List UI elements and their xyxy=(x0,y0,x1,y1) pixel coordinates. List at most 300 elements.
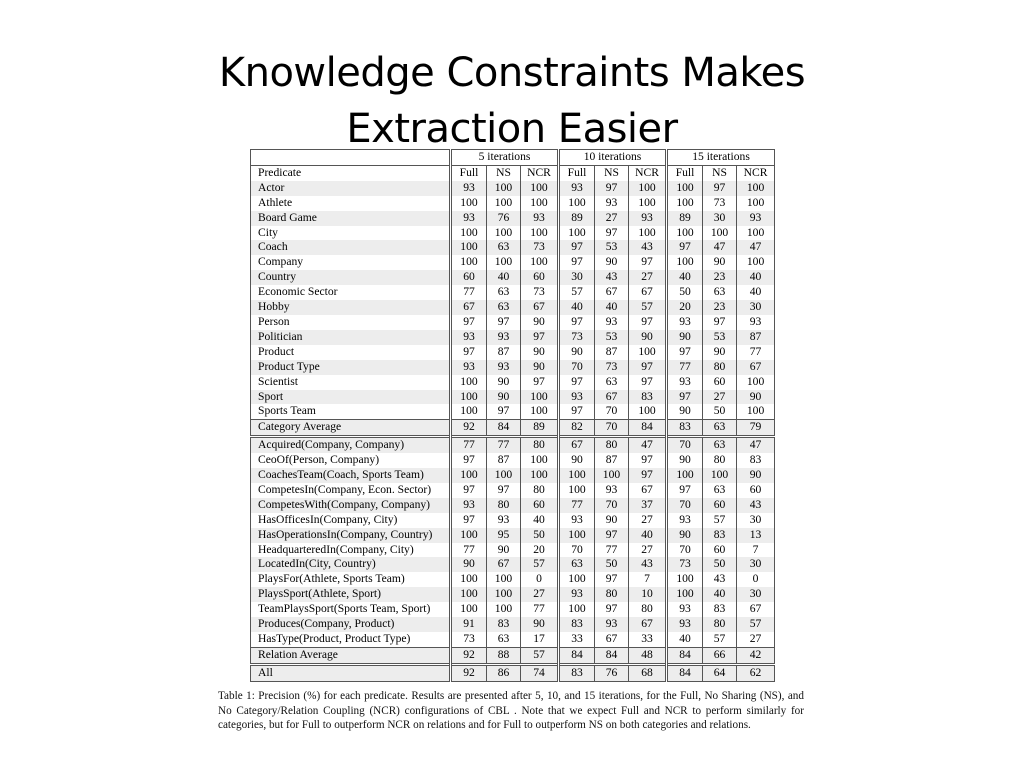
predicate-cell: HasOfficesIn(Company, City) xyxy=(258,512,398,526)
value-cell: 93 xyxy=(451,498,487,513)
predicate-cell: Category Average xyxy=(251,420,451,437)
value-cell: 68 xyxy=(629,664,667,681)
predicate-cell: CoachesTeam(Coach, Sports Team) xyxy=(251,468,451,483)
value-cell: 40 xyxy=(521,513,559,528)
table-caption: Table 1: Precision (%) for each predicate. Results are presented after 5, 10, and 15 iterations, for the Full, No Sharing (NS), and No Category/Relation Coupling (NCR) configurations of CBL . Note that we expect Full and NCR to perform similarly for categories, but for Full to outperform NCR on relations and for Full to outperform NS on both categories and relations. xyxy=(218,690,804,731)
value-cell: 93 xyxy=(595,315,629,330)
value-cell: 100 xyxy=(451,375,487,390)
value-cell: 60 xyxy=(703,543,737,558)
value-cell: 90 xyxy=(487,375,521,390)
value-cell: 86 xyxy=(487,664,521,681)
group-header-15: 15 iterations xyxy=(667,150,775,166)
value-cell: 100 xyxy=(521,468,559,483)
value-cell: 87 xyxy=(595,453,629,468)
predicate-cell: Coach xyxy=(251,240,451,255)
value-cell: 83 xyxy=(737,453,775,468)
column-header-ncr: NCR xyxy=(521,165,559,180)
value-cell: 100 xyxy=(667,255,703,270)
value-cell: 97 xyxy=(595,226,629,241)
value-cell: 73 xyxy=(451,632,487,647)
table-row xyxy=(251,572,775,587)
value-cell: 97 xyxy=(559,375,595,390)
value-cell: 97 xyxy=(595,181,629,196)
value-cell: 67 xyxy=(737,602,775,617)
value-cell: 92 xyxy=(451,420,487,437)
value-cell: 57 xyxy=(703,513,737,528)
value-cell: 90 xyxy=(521,315,559,330)
all-section xyxy=(251,664,775,681)
value-cell: 30 xyxy=(737,513,775,528)
value-cell: 95 xyxy=(487,528,521,543)
value-cell: 93 xyxy=(521,211,559,226)
value-cell: 100 xyxy=(487,468,521,483)
value-cell: 100 xyxy=(451,404,487,419)
value-cell: 100 xyxy=(521,390,559,405)
value-cell: 100 xyxy=(629,181,667,196)
value-cell: 43 xyxy=(737,498,775,513)
value-cell: 100 xyxy=(559,196,595,211)
value-cell: 100 xyxy=(487,572,521,587)
value-cell: 64 xyxy=(703,664,737,681)
value-cell: 47 xyxy=(703,240,737,255)
value-cell: 100 xyxy=(595,468,629,483)
group-header-5: 5 iterations xyxy=(451,150,559,166)
value-cell: 92 xyxy=(451,664,487,681)
value-cell: 76 xyxy=(487,211,521,226)
value-cell: 17 xyxy=(521,632,559,647)
value-cell: 90 xyxy=(521,360,559,375)
value-cell: 13 xyxy=(737,528,775,543)
value-cell: 10 xyxy=(629,587,667,602)
value-cell: 90 xyxy=(667,330,703,345)
value-cell: 100 xyxy=(521,196,559,211)
value-cell: 100 xyxy=(451,390,487,405)
table-row xyxy=(251,240,775,255)
table-row xyxy=(251,602,775,617)
value-cell: 100 xyxy=(703,468,737,483)
value-cell: 100 xyxy=(559,528,595,543)
value-cell: 47 xyxy=(737,437,775,453)
value-cell: 97 xyxy=(667,345,703,360)
predicate-cell: PlaysFor(Athlete, Sports Team) xyxy=(258,572,405,586)
value-cell: 67 xyxy=(595,390,629,405)
table-row xyxy=(251,285,775,300)
table-row xyxy=(251,375,775,390)
value-cell: 90 xyxy=(737,390,775,405)
value-cell: 40 xyxy=(487,270,521,285)
value-cell: 100 xyxy=(451,468,487,483)
category-average-section xyxy=(251,420,775,437)
table-row xyxy=(251,255,775,270)
value-cell: 93 xyxy=(451,330,487,345)
value-cell: 90 xyxy=(667,404,703,419)
value-cell: 97 xyxy=(487,315,521,330)
value-cell: 90 xyxy=(667,528,703,543)
value-cell: 90 xyxy=(559,345,595,360)
value-cell: 80 xyxy=(521,437,559,453)
value-cell: 100 xyxy=(451,240,487,255)
value-cell: 93 xyxy=(667,617,703,632)
predicate-cell: HasOperationsIn(Company, Country) xyxy=(251,528,451,543)
value-cell: 60 xyxy=(703,498,737,513)
value-cell: 100 xyxy=(451,572,487,587)
value-cell: 93 xyxy=(451,181,487,196)
value-cell: 27 xyxy=(629,543,667,558)
predicate-cell: HasType(Product, Product Type) xyxy=(258,632,411,645)
value-cell: 27 xyxy=(737,632,775,647)
value-cell: 100 xyxy=(667,572,703,587)
value-cell: 100 xyxy=(487,255,521,270)
value-cell: 67 xyxy=(629,617,667,632)
value-cell: 62 xyxy=(737,664,775,681)
value-cell: 100 xyxy=(737,255,775,270)
value-cell: 100 xyxy=(521,404,559,419)
value-cell: 89 xyxy=(559,211,595,226)
predicate-cell: PlaysSport(Athlete, Sport) xyxy=(251,587,451,602)
value-cell: 30 xyxy=(559,270,595,285)
value-cell: 33 xyxy=(559,632,595,647)
value-cell: 50 xyxy=(521,528,559,543)
table-row xyxy=(251,647,775,664)
table-row xyxy=(251,270,775,285)
value-cell: 57 xyxy=(521,557,559,572)
value-cell: 70 xyxy=(595,420,629,437)
value-cell: 33 xyxy=(629,632,667,647)
value-cell: 67 xyxy=(521,300,559,315)
value-cell: 100 xyxy=(667,587,703,602)
value-cell: 100 xyxy=(737,375,775,390)
value-cell: 97 xyxy=(451,315,487,330)
relation-average-section xyxy=(251,647,775,664)
value-cell: 63 xyxy=(703,285,737,300)
value-cell: 84 xyxy=(487,420,521,437)
value-cell: 87 xyxy=(487,345,521,360)
value-cell: 60 xyxy=(703,375,737,390)
value-cell: 70 xyxy=(559,360,595,375)
value-cell: 66 xyxy=(703,647,737,664)
value-cell: 100 xyxy=(451,255,487,270)
value-cell: 90 xyxy=(487,390,521,405)
value-cell: 40 xyxy=(737,270,775,285)
value-cell: 100 xyxy=(703,226,737,241)
value-cell: 100 xyxy=(667,196,703,211)
table-row xyxy=(251,300,775,315)
value-cell: 63 xyxy=(703,483,737,498)
value-cell: 90 xyxy=(629,330,667,345)
predicate-cell: CeoOf(Person, Company) xyxy=(258,453,380,467)
value-cell: 70 xyxy=(595,498,629,513)
value-cell: 89 xyxy=(521,420,559,437)
column-header-ncr: NCR xyxy=(629,165,667,180)
value-cell: 57 xyxy=(559,285,595,300)
table-row xyxy=(251,498,775,513)
value-cell: 97 xyxy=(629,453,667,468)
value-cell: 91 xyxy=(451,617,487,632)
value-cell: 77 xyxy=(559,498,595,513)
value-cell: 100 xyxy=(451,602,487,617)
value-cell: 93 xyxy=(737,211,775,226)
value-cell: 93 xyxy=(451,211,487,226)
value-cell: 20 xyxy=(667,300,703,315)
value-cell: 93 xyxy=(629,211,667,226)
value-cell: 83 xyxy=(703,528,737,543)
table-row xyxy=(251,617,775,632)
value-cell: 100 xyxy=(487,587,521,602)
value-cell: 97 xyxy=(703,181,737,196)
value-cell: 63 xyxy=(487,632,521,647)
value-cell: 93 xyxy=(559,390,595,405)
value-cell: 80 xyxy=(703,360,737,375)
value-cell: 60 xyxy=(451,270,487,285)
predicate-cell: Produces(Company, Product) xyxy=(251,617,451,632)
value-cell: 100 xyxy=(559,483,595,498)
value-cell: 57 xyxy=(737,617,775,632)
value-cell: 60 xyxy=(521,498,559,513)
value-cell: 42 xyxy=(737,647,775,664)
value-cell: 84 xyxy=(559,647,595,664)
value-cell: 100 xyxy=(487,196,521,211)
value-cell: 0 xyxy=(737,572,775,587)
value-cell: 40 xyxy=(667,270,703,285)
value-cell: 43 xyxy=(595,270,629,285)
value-cell: 63 xyxy=(487,285,521,300)
predicate-cell: Politician xyxy=(251,330,451,345)
predicate-cell: TeamPlaysSport(Sports Team, Sport) xyxy=(258,602,431,616)
value-cell: 80 xyxy=(703,617,737,632)
value-cell: 67 xyxy=(629,285,667,300)
value-cell: 60 xyxy=(521,270,559,285)
value-cell: 73 xyxy=(595,360,629,375)
predicate-cell: Economic Sector xyxy=(258,285,338,299)
category-rows xyxy=(251,181,775,420)
value-cell: 100 xyxy=(737,404,775,419)
predicate-cell: LocatedIn(City, Country) xyxy=(251,557,451,572)
table-row xyxy=(251,196,775,211)
value-cell: 97 xyxy=(667,483,703,498)
column-header-full: Full xyxy=(451,165,487,180)
value-cell: 20 xyxy=(521,543,559,558)
value-cell: 97 xyxy=(521,375,559,390)
value-cell: 67 xyxy=(595,285,629,300)
precision-table xyxy=(250,149,775,682)
value-cell: 97 xyxy=(487,483,521,498)
value-cell: 100 xyxy=(737,196,775,211)
value-cell: 100 xyxy=(559,572,595,587)
value-cell: 100 xyxy=(737,181,775,196)
value-cell: 83 xyxy=(703,602,737,617)
value-cell: 63 xyxy=(559,557,595,572)
value-cell: 97 xyxy=(667,240,703,255)
predicate-cell: Product xyxy=(258,344,295,358)
value-cell: 93 xyxy=(559,513,595,528)
value-cell: 100 xyxy=(521,453,559,468)
table-row xyxy=(251,557,775,572)
value-cell: 84 xyxy=(667,664,703,681)
value-cell: 97 xyxy=(629,468,667,483)
value-cell: 90 xyxy=(521,345,559,360)
predicate-cell: Product Type xyxy=(251,360,451,375)
value-cell: 87 xyxy=(487,453,521,468)
column-header-full: Full xyxy=(559,165,595,180)
table-row xyxy=(251,390,775,405)
value-cell: 93 xyxy=(451,360,487,375)
slide-title-line-1: Knowledge Constraints Makes xyxy=(218,49,806,96)
predicate-cell: Relation Average xyxy=(251,647,451,664)
value-cell: 30 xyxy=(737,557,775,572)
value-cell: 93 xyxy=(667,513,703,528)
column-header-ns: NS xyxy=(487,165,521,180)
table-row xyxy=(251,543,775,558)
predicate-cell: Sport xyxy=(251,390,451,405)
value-cell: 93 xyxy=(667,375,703,390)
value-cell: 67 xyxy=(595,632,629,647)
value-cell: 97 xyxy=(451,513,487,528)
value-cell: 27 xyxy=(595,211,629,226)
value-cell: 74 xyxy=(521,664,559,681)
value-cell: 67 xyxy=(629,483,667,498)
value-cell: 77 xyxy=(667,360,703,375)
predicate-cell: Hobby xyxy=(251,300,451,315)
value-cell: 63 xyxy=(703,420,737,437)
predicate-cell: CompetesWith(Company, Company) xyxy=(251,498,451,513)
value-cell: 90 xyxy=(595,513,629,528)
table-row xyxy=(251,483,775,498)
value-cell: 23 xyxy=(703,270,737,285)
table-row xyxy=(251,468,775,483)
value-cell: 53 xyxy=(703,330,737,345)
value-cell: 100 xyxy=(521,226,559,241)
predicate-cell: Athlete xyxy=(258,195,293,209)
value-cell: 43 xyxy=(703,572,737,587)
value-cell: 70 xyxy=(595,404,629,419)
value-cell: 73 xyxy=(703,196,737,211)
value-cell: 100 xyxy=(737,226,775,241)
value-cell: 77 xyxy=(595,543,629,558)
value-cell: 80 xyxy=(629,602,667,617)
value-cell: 67 xyxy=(737,360,775,375)
table-row xyxy=(251,404,775,419)
value-cell: 30 xyxy=(737,587,775,602)
value-cell: 0 xyxy=(521,572,559,587)
value-cell: 97 xyxy=(559,255,595,270)
value-cell: 97 xyxy=(629,255,667,270)
value-cell: 97 xyxy=(629,360,667,375)
value-cell: 57 xyxy=(703,632,737,647)
value-cell: 67 xyxy=(487,557,521,572)
value-cell: 79 xyxy=(737,420,775,437)
value-cell: 100 xyxy=(521,181,559,196)
value-cell: 60 xyxy=(737,483,775,498)
table-row xyxy=(251,513,775,528)
value-cell: 43 xyxy=(629,240,667,255)
value-cell: 93 xyxy=(559,587,595,602)
value-cell: 27 xyxy=(703,390,737,405)
value-cell: 40 xyxy=(737,285,775,300)
value-cell: 100 xyxy=(521,255,559,270)
value-cell: 90 xyxy=(667,453,703,468)
value-cell: 77 xyxy=(451,285,487,300)
value-cell: 83 xyxy=(559,617,595,632)
predicate-cell: Actor xyxy=(251,181,451,196)
value-cell: 30 xyxy=(737,300,775,315)
table-row xyxy=(251,437,775,453)
table-row xyxy=(251,360,775,375)
predicate-cell: City xyxy=(258,225,278,239)
value-cell: 90 xyxy=(703,255,737,270)
value-cell: 100 xyxy=(559,226,595,241)
value-cell: 48 xyxy=(629,647,667,664)
value-cell: 73 xyxy=(521,240,559,255)
relation-rows xyxy=(251,437,775,648)
column-header-ns: NS xyxy=(703,165,737,180)
value-cell: 47 xyxy=(629,437,667,453)
value-cell: 100 xyxy=(667,226,703,241)
value-cell: 100 xyxy=(667,181,703,196)
value-cell: 83 xyxy=(629,390,667,405)
value-cell: 40 xyxy=(559,300,595,315)
value-cell: 97 xyxy=(559,315,595,330)
value-cell: 82 xyxy=(559,420,595,437)
value-cell: 97 xyxy=(487,404,521,419)
table-row xyxy=(251,453,775,468)
value-cell: 97 xyxy=(667,390,703,405)
value-cell: 93 xyxy=(595,617,629,632)
value-cell: 83 xyxy=(559,664,595,681)
value-cell: 30 xyxy=(703,211,737,226)
value-cell: 7 xyxy=(629,572,667,587)
value-cell: 93 xyxy=(559,181,595,196)
value-cell: 57 xyxy=(629,300,667,315)
value-cell: 100 xyxy=(451,196,487,211)
table-row xyxy=(251,330,775,345)
predicate-cell: Scientist xyxy=(258,374,298,388)
value-cell: 53 xyxy=(595,330,629,345)
value-cell: 89 xyxy=(667,211,703,226)
value-cell: 57 xyxy=(521,647,559,664)
table-row xyxy=(251,587,775,602)
value-cell: 100 xyxy=(629,345,667,360)
value-cell: 93 xyxy=(595,196,629,211)
value-cell: 97 xyxy=(595,602,629,617)
predicate-cell: Board Game xyxy=(251,211,451,226)
table-row xyxy=(251,345,775,360)
predicate-cell: Acquired(Company, Company) xyxy=(251,437,451,453)
column-header-full: Full xyxy=(667,165,703,180)
value-cell: 50 xyxy=(595,557,629,572)
predicate-cell: Sports Team xyxy=(258,404,316,418)
value-cell: 73 xyxy=(559,330,595,345)
column-header-ns: NS xyxy=(595,165,629,180)
value-cell: 84 xyxy=(629,420,667,437)
column-header-ncr: NCR xyxy=(737,165,775,180)
value-cell: 77 xyxy=(487,437,521,453)
value-cell: 63 xyxy=(703,437,737,453)
value-cell: 100 xyxy=(487,226,521,241)
value-cell: 80 xyxy=(595,437,629,453)
value-cell: 40 xyxy=(703,587,737,602)
value-cell: 67 xyxy=(451,300,487,315)
value-cell: 80 xyxy=(703,453,737,468)
predicate-cell: Company xyxy=(258,255,304,269)
group-header-10: 10 iterations xyxy=(559,150,667,166)
table-row xyxy=(251,664,775,681)
value-cell: 97 xyxy=(595,528,629,543)
value-cell: 84 xyxy=(667,647,703,664)
value-cell: 97 xyxy=(703,315,737,330)
value-cell: 97 xyxy=(451,483,487,498)
value-cell: 63 xyxy=(487,300,521,315)
value-cell: 83 xyxy=(667,420,703,437)
